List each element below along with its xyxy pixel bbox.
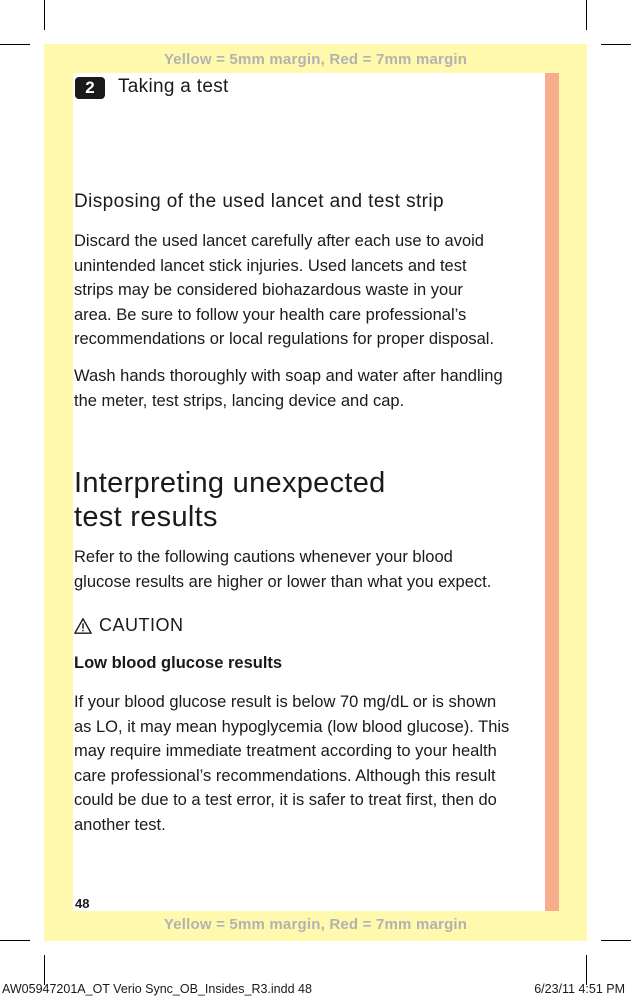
text-line: recommendations or local regulations for proper disposal. <box>74 330 495 348</box>
text-line: as LO, it may mean hypoglycemia (low blood glucose). This <box>74 717 510 736</box>
text-line: area. Be sure to follow your health care professional’s <box>74 305 467 324</box>
red-margin-strip <box>545 73 559 911</box>
crop-mark <box>586 0 587 30</box>
crop-mark <box>44 955 45 985</box>
text-line: another test. <box>74 815 166 834</box>
crop-mark <box>0 44 30 45</box>
crop-mark <box>44 0 45 30</box>
page-number: 48 <box>75 896 90 911</box>
text-line: Wash hands thoroughly with soap and water after handling <box>74 367 503 385</box>
section-heading-disposing: Disposing of the used lancet and test strip <box>74 191 444 212</box>
crop-mark <box>601 44 631 45</box>
interpreting-intro-paragraph <box>74 545 544 594</box>
warning-triangle-icon <box>74 617 92 635</box>
caution-label: CAUTION <box>99 615 184 635</box>
disposing-paragraph-1 <box>74 229 544 352</box>
text-line: unintended lancet stick injuries. Used lancets and test <box>74 256 467 275</box>
heading-line: Interpreting unexpected <box>74 467 386 499</box>
chapter-title: Taking a test <box>118 76 229 97</box>
text-line: may require immediate treatment according to your health <box>74 742 497 760</box>
disposing-paragraph-2 <box>74 364 544 413</box>
print-slug-timestamp: 6/23/11 4:51 PM <box>534 982 625 996</box>
margin-guide-label-top: Yellow = 5mm margin, Red = 7mm margin <box>163 51 468 68</box>
crop-mark <box>601 940 631 941</box>
text-line: could be due to a test error, it is safer to treat first, then do <box>74 791 497 809</box>
section-heading-interpreting <box>74 466 386 534</box>
low-glucose-paragraph <box>74 690 544 837</box>
heading-line: test results <box>74 501 218 533</box>
text-line: the meter, test strips, lancing device and cap. <box>74 391 405 410</box>
crop-mark <box>0 940 30 941</box>
crop-mark <box>586 955 587 985</box>
caution-heading <box>74 615 184 636</box>
print-slug-filename: AW05947201A_OT Verio Sync_OB_Insides_R3.indd 48 <box>2 982 312 996</box>
text-line: strips may be considered biohazardous waste in your <box>74 281 463 299</box>
margin-guide-label-bottom: Yellow = 5mm margin, Red = 7mm margin <box>163 916 468 933</box>
text-line: glucose results are higher or lower than what you expect. <box>74 572 492 591</box>
text-line: If your blood glucose result is below 70 mg/dL or is shown <box>74 693 497 711</box>
text-line: Discard the used lancet carefully after each use to avoid <box>74 232 484 250</box>
chapter-number-badge: 2 <box>75 77 105 99</box>
text-line: care professional’s recommendations. Although this result <box>74 766 496 785</box>
low-glucose-subheading: Low blood glucose results <box>74 654 283 672</box>
text-line: Refer to the following cautions whenever your blood <box>74 548 453 566</box>
